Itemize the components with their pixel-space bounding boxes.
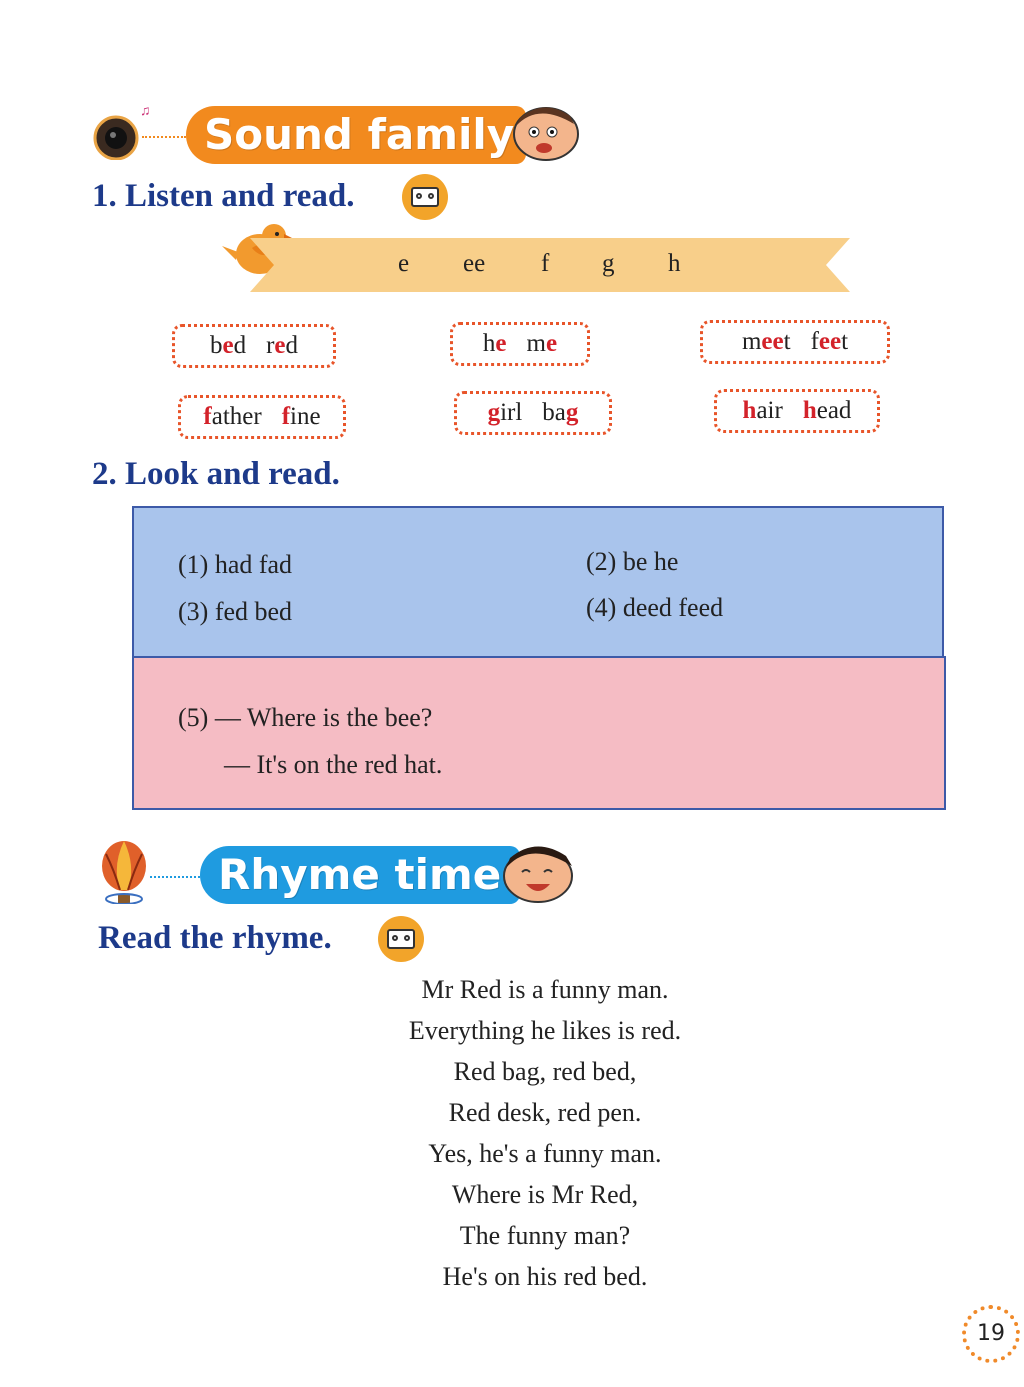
balloon-icon xyxy=(98,840,150,904)
letter-f: f xyxy=(541,250,550,277)
rhyme-line: Where is Mr Red, xyxy=(451,1180,639,1209)
sound-family-banner xyxy=(186,106,526,164)
look-read-pink-panel xyxy=(132,656,946,810)
word-box xyxy=(700,320,890,364)
cartoon-face-icon xyxy=(508,104,580,166)
look-read-item-3: (3) fed bed xyxy=(178,597,293,626)
word: head xyxy=(802,397,852,424)
look-read-item-5-question: (5) — Where is the bee? xyxy=(178,703,433,732)
rhyme-line: Everything he likes is red. xyxy=(408,1016,682,1045)
letter-h: h xyxy=(668,250,681,277)
word: father xyxy=(203,403,262,430)
cassette-icon[interactable] xyxy=(378,916,424,962)
word-box xyxy=(714,389,880,433)
rhyme-line: Yes, he's a funny man. xyxy=(428,1139,662,1168)
banner-dots xyxy=(150,876,200,878)
letters-ribbon xyxy=(250,238,850,292)
sound-family-title: Sound family xyxy=(204,110,515,159)
word-box xyxy=(178,395,346,439)
word: meet xyxy=(741,328,791,355)
rhyme-time-banner xyxy=(200,846,520,904)
rhyme-line: Mr Red is a funny man. xyxy=(421,975,669,1004)
section2-heading: 2. Look and read. xyxy=(92,456,340,492)
word: bag xyxy=(542,399,579,426)
banner-dots xyxy=(142,136,186,138)
word: girl xyxy=(487,399,523,426)
letter-e: e xyxy=(398,250,410,277)
music-note-icon: ♫ xyxy=(140,104,151,119)
word: feet xyxy=(810,328,849,355)
rhyme-line: He's on his red bed. xyxy=(442,1262,648,1291)
cartoon-face-icon xyxy=(500,844,576,906)
look-read-item-5-answer: — It's on the red hat. xyxy=(224,750,443,779)
word-box xyxy=(454,391,612,435)
rhyme-line: The funny man? xyxy=(459,1221,631,1250)
rhyme-heading: Read the rhyme. xyxy=(98,920,332,956)
word: hair xyxy=(742,397,783,424)
rhyme-line: Red desk, red pen. xyxy=(448,1098,642,1127)
word: bed xyxy=(209,332,247,359)
rhyme-line: Red bag, red bed, xyxy=(453,1057,637,1086)
speaker-icon xyxy=(92,112,140,160)
word: red xyxy=(266,332,299,359)
word: he xyxy=(482,330,507,357)
look-read-item-1: (1) had fad xyxy=(178,550,293,579)
letter-ee: ee xyxy=(463,250,486,277)
word-box xyxy=(450,322,590,366)
word: fine xyxy=(281,403,321,430)
word-box xyxy=(172,324,336,368)
look-read-item-4: (4) deed feed xyxy=(586,593,724,622)
look-read-blue-panel xyxy=(132,506,944,658)
page-number: 19 xyxy=(962,1305,1020,1363)
word: me xyxy=(526,330,558,357)
section1-heading: 1. Listen and read. xyxy=(92,178,355,214)
look-read-item-2: (2) be he xyxy=(586,547,679,576)
cassette-icon[interactable] xyxy=(402,174,448,220)
rhyme-time-title: Rhyme time xyxy=(218,850,502,899)
letter-g: g xyxy=(602,250,615,277)
